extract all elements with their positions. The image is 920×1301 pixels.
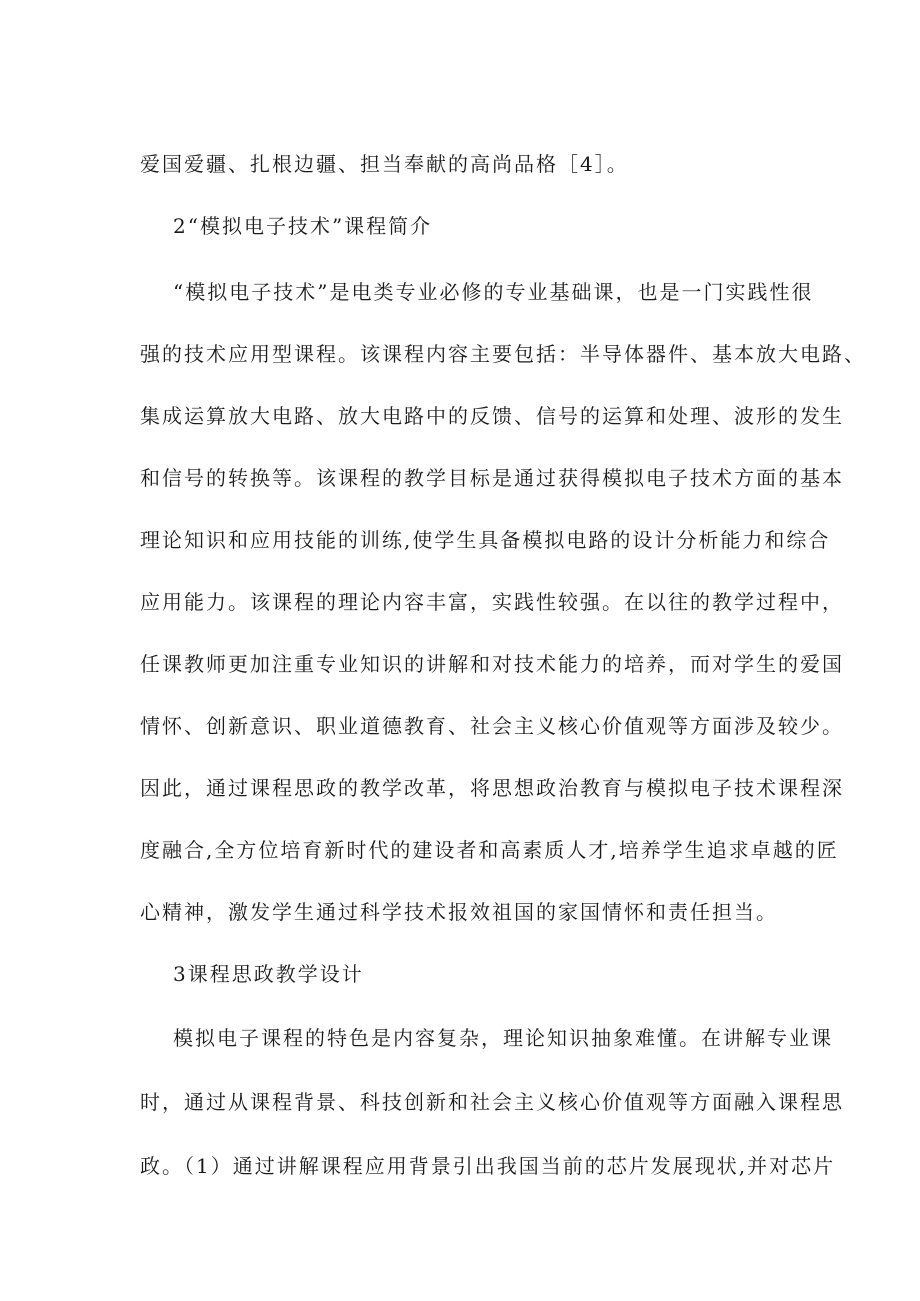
paragraph-line: 强的技术应用型课程。该课程内容主要包括：半导体器件、基本放大电路、 xyxy=(140,342,866,366)
paragraph-line: 任课教师更加注重专业知识的讲解和对技术能力的培养，而对学生的爱国 xyxy=(140,652,844,676)
paragraph-line: 模拟电子课程的特色是内容复杂，理论知识抽象难懂。在讲解专业课 xyxy=(173,1026,833,1050)
paragraph-line: 因此，通过课程思政的教学改革，将思想政治教育与模拟电子技术课程深 xyxy=(140,776,844,800)
section-heading: 3课程思政教学设计 xyxy=(173,962,364,986)
paragraph-line: 情怀、创新意识、职业道德教育、社会主义核心价值观等方面涉及较少。 xyxy=(140,714,844,738)
paragraph-line: 理论知识和应用技能的训练,使学生具备模拟电路的设计分析能力和综合 xyxy=(140,528,831,552)
paragraph-line: 爱国爱疆、扎根边疆、担当奉献的高尚品格［4］。 xyxy=(140,152,629,176)
paragraph-line: 和信号的转换等。该课程的教学目标是通过获得模拟电子技术方面的基本 xyxy=(140,466,844,490)
paragraph-line: 心精神，激发学生通过科学技术报效祖国的家国情怀和责任担当。 xyxy=(140,900,778,924)
paragraph-line: 度融合,全方位培育新时代的建设者和高素质人才,培养学生追求卓越的匠 xyxy=(140,838,839,862)
paragraph-line: 集成运算放大电路、放大电路中的反馈、信号的运算和处理、波形的发生 xyxy=(140,404,844,428)
paragraph-line: “模拟电子技术”是电类专业必修的专业基础课，也是一门实践性很 xyxy=(173,280,814,304)
section-heading: 2“模拟电子技术”课程简介 xyxy=(173,214,433,238)
paragraph-line: 应用能力。该课程的理论内容丰富，实践性较强。在以往的教学过程中， xyxy=(140,590,844,614)
paragraph-line: 时，通过从课程背景、科技创新和社会主义核心价值观等方面融入课程思 xyxy=(140,1090,844,1114)
paragraph-line: 政。（1）通过讲解课程应用背景引出我国当前的芯片发展现状,并对芯片 xyxy=(140,1154,836,1178)
